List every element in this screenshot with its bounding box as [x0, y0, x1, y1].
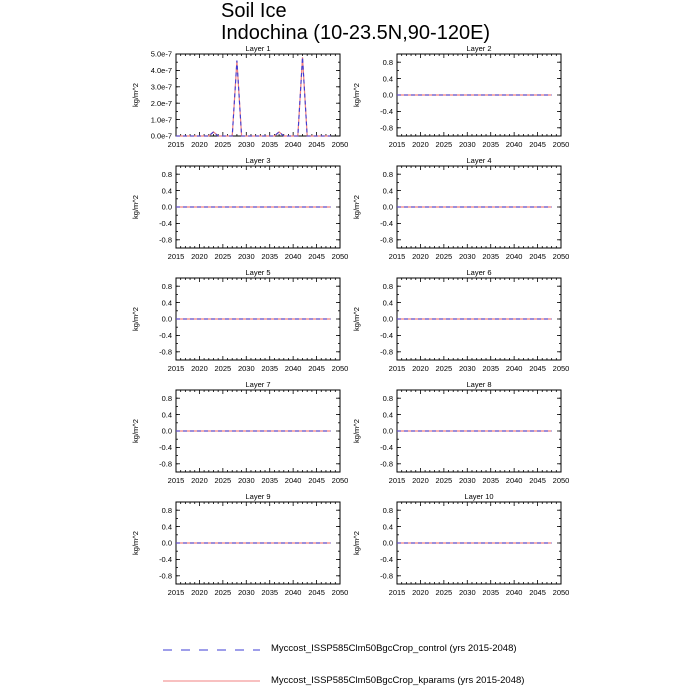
y-tick-label: 0.4	[382, 410, 393, 420]
y-tick-label: -0.4	[159, 555, 172, 565]
panel-layer-6	[352, 268, 569, 373]
x-tick-label: 2050	[552, 476, 570, 485]
y-tick-label: 0.8	[382, 169, 393, 179]
y-axis-label: kg/m^2	[352, 83, 361, 107]
y-tick-label: 0.8	[382, 393, 393, 403]
y-tick-label: 0.0e-7	[150, 131, 172, 141]
y-tick-label: -0.4	[380, 107, 393, 117]
x-tick-label: 2040	[505, 364, 523, 373]
x-tick-label: 2035	[482, 252, 500, 261]
panel-title: Layer 10	[464, 492, 494, 501]
x-tick-label: 2025	[214, 140, 232, 149]
x-tick-label: 2035	[261, 252, 279, 261]
x-tick-label: 2020	[191, 140, 208, 149]
y-tick-label: -0.8	[159, 347, 172, 357]
y-tick-label: -0.8	[380, 123, 393, 133]
x-tick-label: 2035	[482, 588, 500, 597]
y-tick-label: 2.0e-7	[150, 98, 172, 108]
x-tick-label: 2020	[412, 140, 429, 149]
y-tick-label: 0.4	[382, 522, 393, 532]
x-tick-label: 2040	[284, 588, 302, 597]
y-axis-label: kg/m^2	[131, 83, 140, 107]
x-tick-label: 2035	[482, 476, 500, 485]
x-tick-label: 2035	[261, 364, 279, 373]
x-tick-label: 2050	[331, 364, 349, 373]
x-tick-label: 2020	[412, 252, 429, 261]
x-tick-label: 2015	[167, 476, 185, 485]
x-tick-label: 2015	[388, 588, 406, 597]
x-tick-label: 2020	[412, 364, 429, 373]
x-tick-label: 2050	[552, 588, 570, 597]
panel-layer-5	[131, 268, 348, 373]
panel-title: Layer 1	[245, 44, 271, 53]
y-tick-label: 1.0e-7	[150, 115, 172, 125]
y-axis-label: kg/m^2	[352, 419, 361, 443]
x-tick-label: 2020	[191, 364, 208, 373]
x-tick-label: 2045	[529, 476, 546, 485]
y-tick-label: -0.8	[159, 235, 172, 245]
x-tick-label: 2015	[388, 140, 406, 149]
y-tick-label: 0.8	[161, 393, 172, 403]
x-tick-label: 2020	[412, 588, 429, 597]
x-tick-label: 2045	[308, 140, 325, 149]
x-tick-label: 2015	[167, 140, 185, 149]
x-tick-label: 2050	[331, 588, 349, 597]
x-tick-label: 2040	[284, 252, 302, 261]
panel-layer-9	[131, 492, 348, 597]
x-tick-label: 2050	[331, 140, 349, 149]
x-tick-label: 2015	[388, 476, 406, 485]
y-axis-label: kg/m^2	[131, 531, 140, 555]
y-tick-label: -0.8	[380, 235, 393, 245]
y-axis-label: kg/m^2	[131, 307, 140, 331]
panel-layer-10	[352, 492, 569, 597]
y-tick-label: 0.0	[161, 538, 172, 548]
x-tick-label: 2035	[482, 364, 500, 373]
panel-title: Layer 6	[466, 268, 492, 277]
y-tick-label: 0.4	[382, 74, 393, 84]
x-tick-label: 2030	[237, 476, 255, 485]
x-tick-label: 2050	[552, 252, 570, 261]
x-tick-label: 2025	[214, 476, 232, 485]
x-tick-label: 2025	[435, 476, 453, 485]
y-tick-label: -0.8	[380, 571, 393, 581]
panel-title: Layer 9	[245, 492, 271, 501]
x-tick-label: 2015	[388, 364, 406, 373]
panel-title: Layer 7	[245, 380, 271, 389]
x-tick-label: 2040	[505, 140, 523, 149]
legend-swatches	[163, 650, 260, 681]
x-tick-label: 2015	[167, 588, 185, 597]
x-tick-label: 2025	[435, 252, 453, 261]
y-tick-label: -0.4	[380, 555, 393, 565]
y-tick-label: 0.0	[382, 202, 393, 212]
y-tick-label: -0.4	[380, 331, 393, 341]
x-tick-label: 2045	[529, 364, 546, 373]
panel-title: Layer 2	[466, 44, 492, 53]
x-tick-label: 2040	[284, 476, 302, 485]
x-tick-label: 2015	[167, 252, 185, 261]
figure-title: Soil Ice	[221, 0, 287, 22]
y-tick-label: 0.8	[382, 57, 393, 67]
x-tick-label: 2020	[191, 476, 208, 485]
x-tick-label: 2045	[529, 252, 546, 261]
x-tick-label: 2030	[237, 364, 255, 373]
y-tick-label: -0.8	[159, 459, 172, 469]
y-tick-label: 3.0e-7	[150, 82, 172, 92]
x-tick-label: 2040	[284, 364, 302, 373]
x-tick-label: 2020	[191, 252, 208, 261]
y-axis-label: kg/m^2	[352, 307, 361, 331]
y-tick-label: 0.4	[382, 298, 393, 308]
x-tick-label: 2030	[458, 476, 476, 485]
y-tick-label: 0.4	[161, 522, 172, 532]
x-tick-label: 2035	[261, 476, 279, 485]
panel-layer-1	[131, 44, 348, 149]
y-tick-label: 0.0	[382, 314, 393, 324]
y-tick-label: 0.0	[161, 426, 172, 436]
x-tick-label: 2045	[308, 588, 325, 597]
x-tick-label: 2050	[552, 140, 570, 149]
legend-label-kparams: Myccost_ISSP585Clm50BgcCrop_kparams (yrs 2015-2048)	[271, 675, 525, 686]
y-tick-label: -0.4	[159, 331, 172, 341]
y-tick-label: 0.8	[382, 505, 393, 515]
y-tick-label: 0.8	[382, 281, 393, 291]
x-tick-label: 2040	[505, 252, 523, 261]
panel-layer-8	[352, 380, 569, 485]
x-tick-label: 2025	[214, 588, 232, 597]
panel-title: Layer 8	[466, 380, 492, 389]
panel-layer-2	[352, 44, 569, 149]
x-tick-label: 2045	[308, 364, 325, 373]
x-tick-label: 2050	[331, 252, 349, 261]
y-tick-label: 0.0	[382, 426, 393, 436]
y-tick-label: -0.4	[159, 443, 172, 453]
y-tick-label: 0.0	[382, 538, 393, 548]
y-tick-label: 4.0e-7	[150, 66, 172, 76]
y-axis-label: kg/m^2	[131, 419, 140, 443]
legend-label-control: Myccost_ISSP585Clm50BgcCrop_control (yrs 2015-2048)	[271, 643, 517, 654]
x-tick-label: 2030	[237, 252, 255, 261]
y-tick-label: -0.8	[159, 571, 172, 581]
x-tick-label: 2020	[191, 588, 208, 597]
x-tick-label: 2050	[331, 476, 349, 485]
x-tick-label: 2050	[552, 364, 570, 373]
x-tick-label: 2040	[284, 140, 302, 149]
x-tick-label: 2030	[237, 140, 255, 149]
y-tick-label: 0.4	[161, 186, 172, 196]
y-tick-label: 0.4	[161, 298, 172, 308]
y-axis-label: kg/m^2	[131, 195, 140, 219]
x-tick-label: 2045	[308, 476, 325, 485]
y-tick-label: -0.4	[380, 219, 393, 229]
panel-grid	[131, 44, 569, 597]
y-axis-label: kg/m^2	[352, 531, 361, 555]
x-tick-label: 2030	[237, 588, 255, 597]
x-tick-label: 2035	[261, 588, 279, 597]
x-tick-label: 2020	[412, 476, 429, 485]
y-tick-label: -0.8	[380, 347, 393, 357]
y-tick-label: 0.8	[161, 505, 172, 515]
series-line-kparams	[176, 57, 331, 136]
figure-subtitle: Indochina (10-23.5N,90-120E)	[221, 22, 491, 44]
y-tick-label: -0.4	[159, 219, 172, 229]
y-axis-label: kg/m^2	[352, 195, 361, 219]
x-tick-label: 2035	[482, 140, 500, 149]
x-tick-label: 2025	[435, 140, 453, 149]
x-tick-label: 2040	[505, 588, 523, 597]
x-tick-label: 2030	[458, 252, 476, 261]
x-tick-label: 2025	[435, 588, 453, 597]
x-tick-label: 2015	[388, 252, 406, 261]
x-tick-label: 2030	[458, 140, 476, 149]
x-tick-label: 2025	[435, 364, 453, 373]
x-tick-label: 2045	[529, 140, 546, 149]
y-tick-label: 5.0e-7	[150, 49, 172, 59]
plot-frame	[176, 54, 340, 136]
x-tick-label: 2030	[458, 364, 476, 373]
x-tick-label: 2025	[214, 364, 232, 373]
y-tick-label: -0.4	[380, 443, 393, 453]
y-tick-label: 0.4	[161, 410, 172, 420]
panel-title: Layer 4	[466, 156, 492, 165]
x-tick-label: 2030	[458, 588, 476, 597]
panel-layer-3	[131, 156, 348, 261]
x-tick-label: 2045	[529, 588, 546, 597]
y-tick-label: 0.0	[382, 90, 393, 100]
x-tick-label: 2040	[505, 476, 523, 485]
y-tick-label: 0.0	[161, 314, 172, 324]
x-tick-label: 2015	[167, 364, 185, 373]
x-tick-label: 2045	[308, 252, 325, 261]
x-tick-label: 2025	[214, 252, 232, 261]
y-tick-label: -0.8	[380, 459, 393, 469]
x-tick-label: 2035	[261, 140, 279, 149]
panel-layer-4	[352, 156, 569, 261]
series-line-control	[176, 57, 331, 136]
y-tick-label: 0.4	[382, 186, 393, 196]
y-tick-label: 0.8	[161, 281, 172, 291]
y-tick-label: 0.8	[161, 169, 172, 179]
panel-title: Layer 5	[245, 268, 271, 277]
panel-layer-7	[131, 380, 348, 485]
panel-title: Layer 3	[245, 156, 271, 165]
y-tick-label: 0.0	[161, 202, 172, 212]
